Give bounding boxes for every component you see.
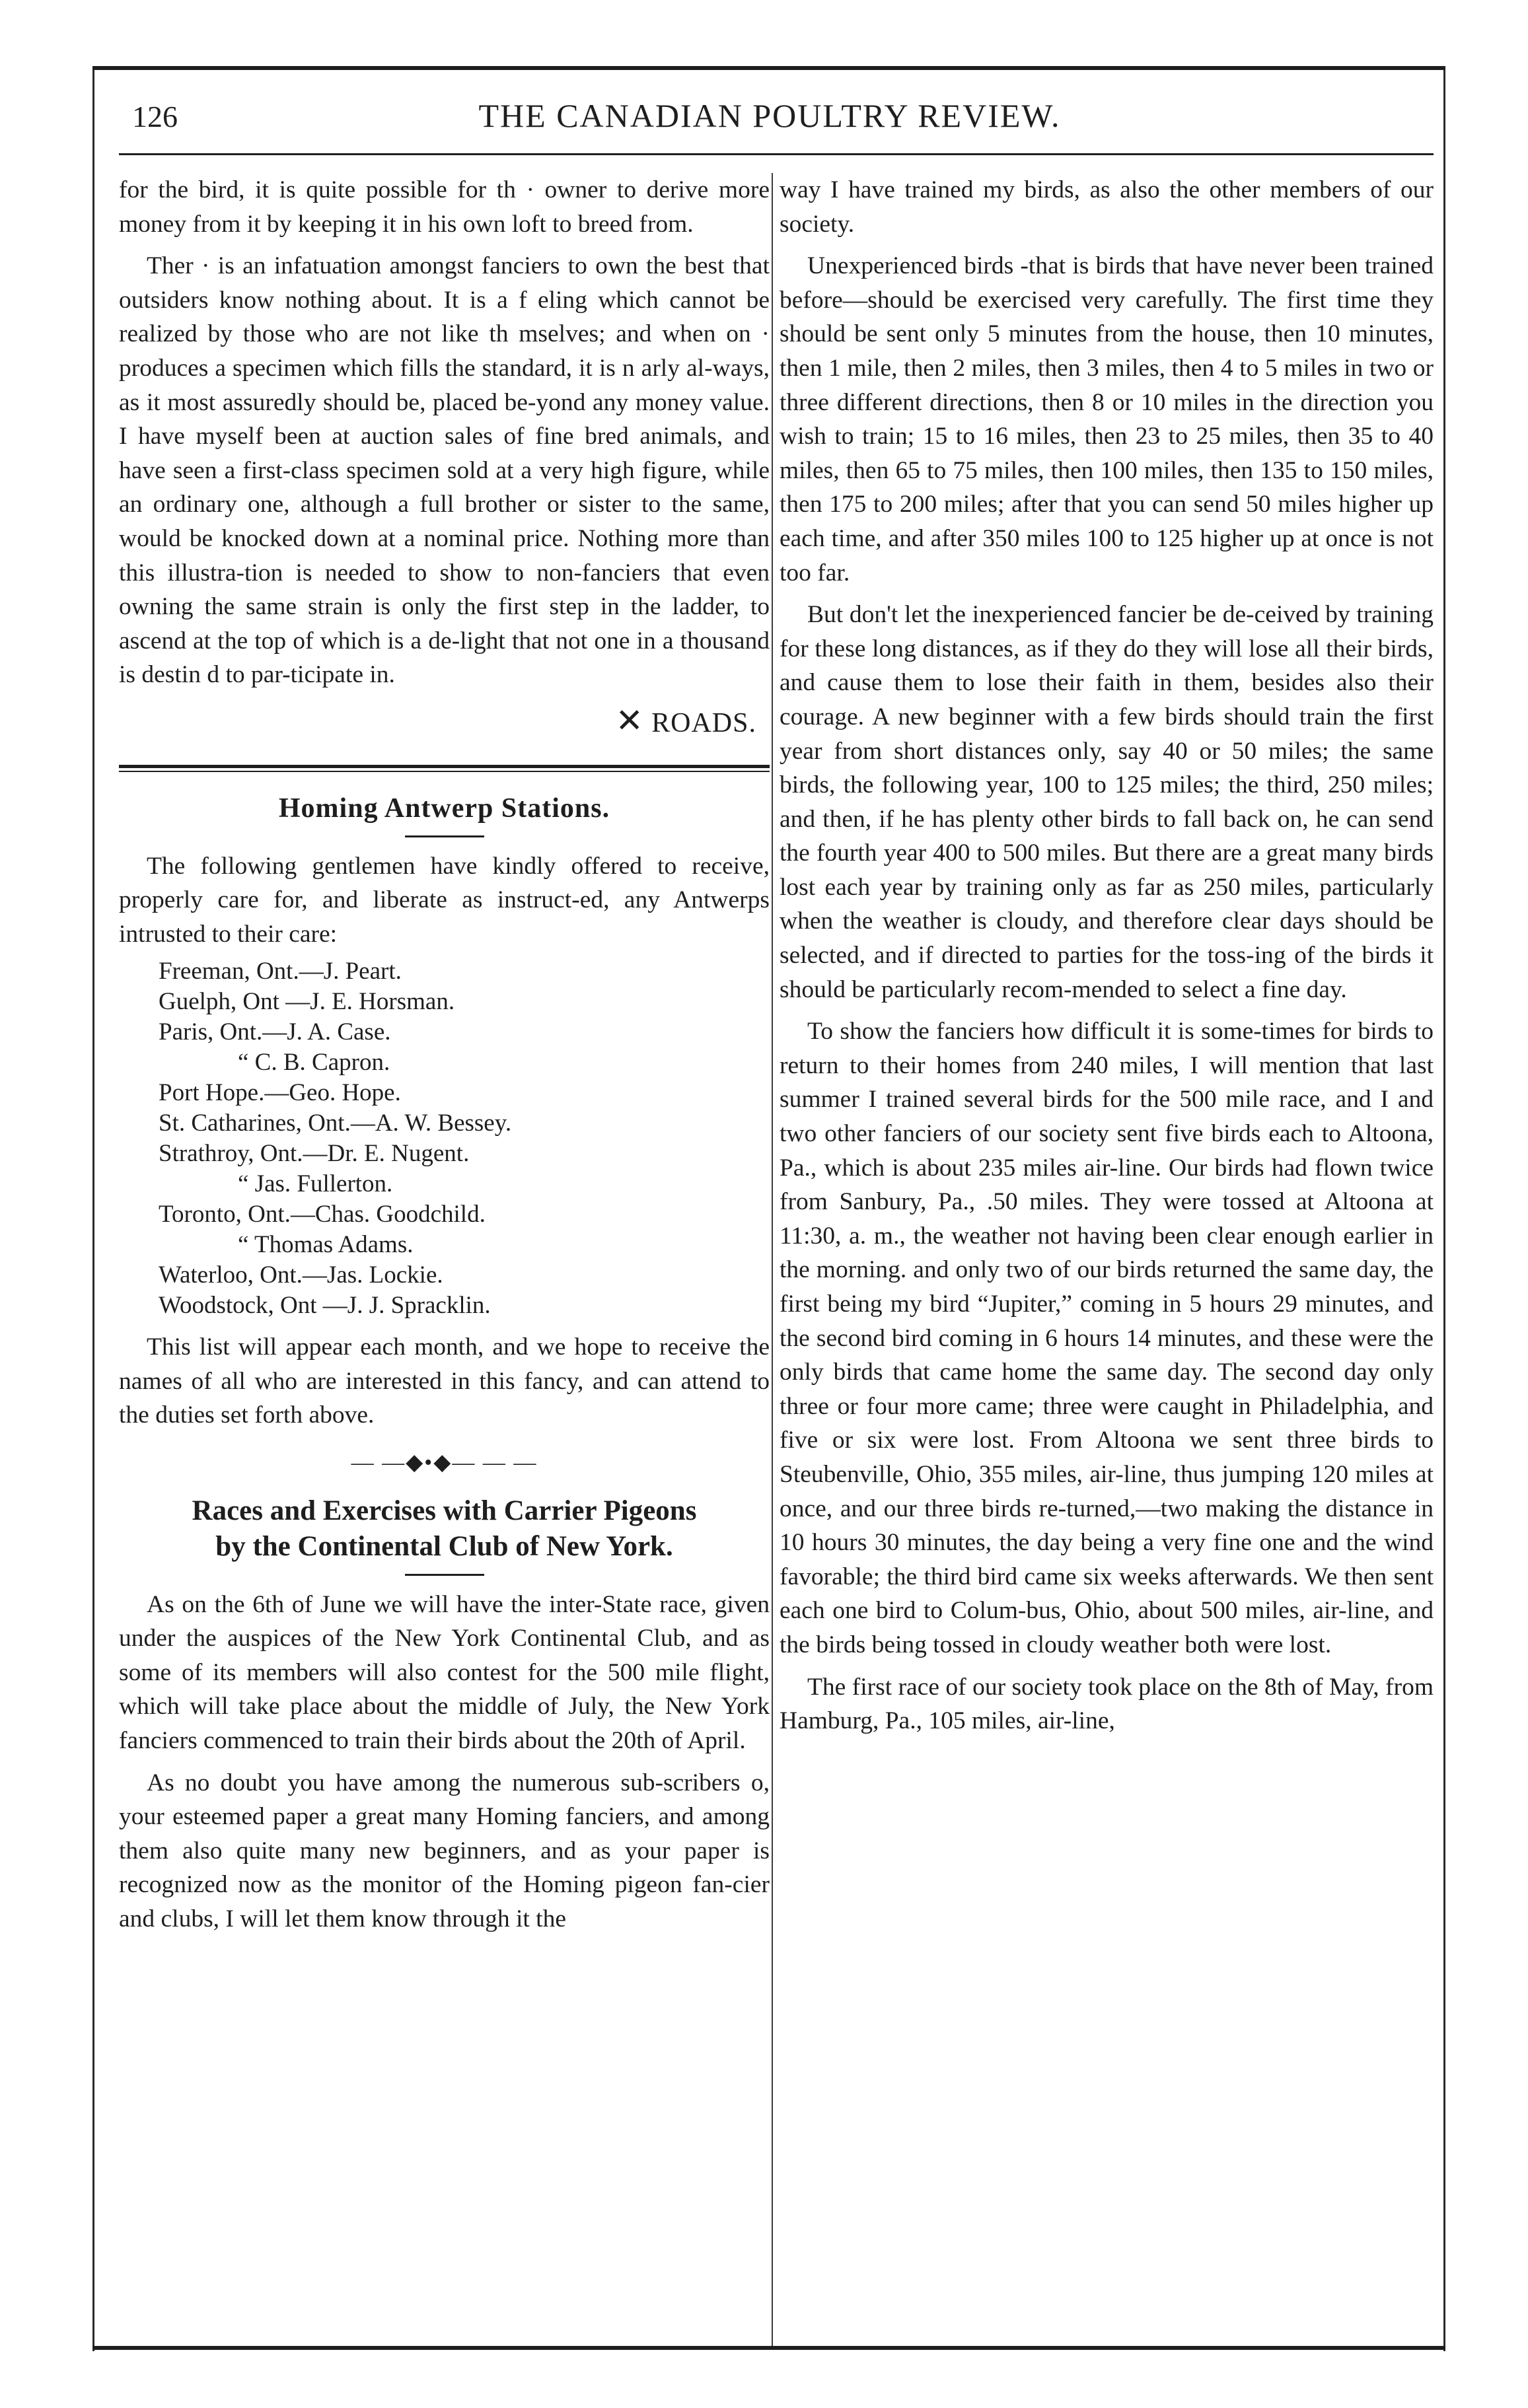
right-paragraph-3: But don't let the inexperienced fancier be de-ceived by training for these long distances, as if they do they will lose all their birds, and cause them to lose their faith in them, besides also their courage. A new beginner with a few birds should train the first year from short distances only, say 40 or 50 miles; the same birds, the following year, 100 to 125 miles; the third, 250 miles; and then, if he has plenty other birds to fall back on, he can send the fourth year 400 to 500 miles. But there are a great many birds lost each year by training only as far as 250 miles, particularly when the weather is cloudy, and therefore clear days should be selected, and if directed to parties for the toss-ing of the birds it should be particularly recom-mended to select a fine day. [780, 601, 1434, 1003]
left-paragraph-1: for the bird, it is quite possible for th · owner to derive more money from it by keeping it in his own loft to breed from. [119, 176, 770, 238]
section-divider-thick [119, 765, 770, 768]
right-paragraph-1: way I have trained my birds, as also the other members of our society. [780, 176, 1434, 238]
list-item: Toronto, Ont.—Chas. Goodchild. [159, 1201, 486, 1228]
list-item: Woodstock, Ont —J. J. Spracklin. [159, 1292, 491, 1320]
page-border-right [1443, 66, 1445, 2351]
heading-underline [405, 1574, 484, 1576]
list-item: Guelph, Ont —J. E. Horsman. [159, 988, 455, 1016]
stations-intro: The following gentlemen have kindly offered to receive, properly care for, and liberate as instruct-ed, any Antwerps intrusted to their care: [119, 852, 770, 948]
races-paragraph-2: As no doubt you have among the numerous sub-scribers o, your esteemed paper a great many Homing fanciers, and among them also quite many new beginners, and as your paper is recognized now as the monitor of the Homing pigeon fan-cier and clubs, I will let them know through it the [119, 1769, 770, 1932]
right-column [780, 173, 1434, 1738]
left-column [119, 173, 770, 1936]
right-paragraph-5: The first race of our society took place on the 8th of May, from Hamburg, Pa., 105 miles, air-line, [780, 1673, 1434, 1735]
right-paragraph-4: To show the fanciers how difficult it is some-times for birds to return to their homes from 240 miles, I will mention that last summer I trained several birds for the 500 mile race, and I and two other fanciers of our society sent five birds each to Altoona, Pa., which is about 235 miles air-line. Our birds had flown twice from Sanbury, Pa., .50 miles. They were tossed at Altoona at 11:30, a. m., the weather not having been clear enough earlier in the morning. and only two of our birds returned the same day, the first being my bird “Jupiter,” coming in 5 hours 29 minutes, and the second bird coming in 6 hours 14 minutes, and these were the only birds that came home the same day. The second day only three or four more came; three were caught in Philadelphia, and five or six were lost. From Altoona we sent three birds to Steubenville, Ohio, 355 miles, air-line, thus jumping 120 miles at once, and our three birds re-turned,—two making the distance in 10 hours 30 minutes, the day being a very fine one and the wind favorable; the third bird came six weeks afterwards. We then sent each one bird to Colum-bus, Ohio, about 500 miles, air-line, and the birds being tossed in cloudy weather both were lost. [780, 1018, 1434, 1658]
section-heading-races-line1: Races and Exercises with Carrier Pigeons [192, 1495, 697, 1526]
list-item: Port Hope.—Geo. Hope. [159, 1079, 401, 1107]
list-item: Strathroy, Ont.—Dr. E. Nugent. [159, 1140, 470, 1168]
ornamental-divider: — —◆•◆— — — [351, 1450, 538, 1475]
stations-closing: This list will appear each month, and we hope to receive the names of all who are interested in this fancy, and can attend to the duties set forth above. [119, 1333, 770, 1429]
signature-text: ROADS. [651, 707, 756, 738]
top-border-rule [92, 66, 1445, 70]
section-heading-races-line2: by the Continental Club of New York. [215, 1530, 673, 1562]
page-border-left [92, 66, 94, 2351]
station-list [119, 956, 770, 1321]
list-item: “ Thomas Adams. [238, 1231, 414, 1259]
list-item: “ Jas. Fullerton. [238, 1170, 393, 1198]
heading-underline [405, 835, 484, 837]
list-item: Freeman, Ont.—J. Peart. [159, 958, 402, 985]
section-divider-thin [119, 771, 770, 772]
bottom-border-rule [92, 2346, 1445, 2350]
author-signature [119, 701, 770, 741]
running-title: THE CANADIAN POULTRY REVIEW. [478, 97, 1061, 134]
races-paragraph-1: As on the 6th of June we will have the inter-State race, given under the auspices of the New York Continental Club, and as some of its members will also contest for the 500 mile flight, which will take place about the middle of July, the New York fanciers commenced to train their birds about the 20th of April. [119, 1590, 770, 1755]
cross-mark-icon: ✕ [615, 701, 644, 740]
right-paragraph-2: Unexperienced birds -that is birds that have never been trained before—should be exercised very carefully. The first time they should be sent only 5 minutes from the house, then 10 minutes, then 1 mile, then 2 miles, then 3 miles, then 4 to 5 miles in two or three different directions, then 8 or 10 miles in the direction you wish to train; 15 to 16 miles, then 23 to 25 miles, then 35 to 40 miles, then 65 to 75 miles, then 100 miles, then 135 to 150 miles, then 175 to 200 miles; after that you can send 50 miles higher up each time, and after 350 miles 100 to 125 higher up at once is not too far. [780, 252, 1434, 586]
header-rule [119, 153, 1434, 155]
column-divider [772, 173, 773, 2346]
section-heading-antwerp-stations: Homing Antwerp Stations. [278, 793, 610, 824]
list-item: Waterloo, Ont.—Jas. Lockie. [159, 1261, 443, 1289]
list-item: St. Catharines, Ont.—A. W. Bessey. [159, 1110, 512, 1137]
list-item: “ C. B. Capron. [238, 1049, 390, 1077]
page-number: 126 [132, 100, 178, 133]
list-item: Paris, Ont.—J. A. Case. [159, 1018, 391, 1046]
left-paragraph-2: Ther · is an infatuation amongst fanciers to own the best that outsiders know nothing about. It is a f eling which cannot be realized by those who are not like th mselves; and when on · produces a specimen which fills the standard, it is n arly al-ways, as it most assuredly should be, placed be-yond any money value. I have myself been at auction sales of fine bred animals, and have seen a first-class specimen sold at a very high figure, while an ordinary one, although a full brother or sister to the same, would be knocked down at a nominal price. Nothing more than this illustra-tion is needed to show to non-fanciers that even owning the same strain is only the first step in the ladder, to ascend at the top of which is a de-light that not one in a thousand is destin d to par-ticipate in. [119, 252, 770, 689]
